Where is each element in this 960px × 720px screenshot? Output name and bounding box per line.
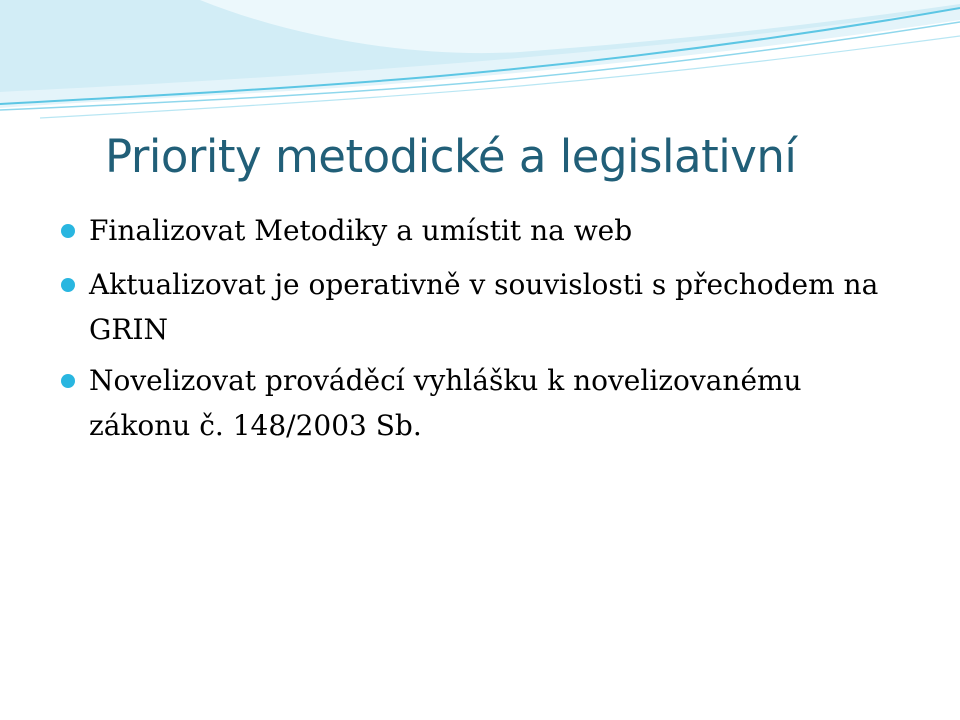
bullet-dot-icon bbox=[61, 374, 75, 388]
header-wave-decoration bbox=[0, 0, 960, 120]
bullet-dot-icon bbox=[61, 224, 75, 238]
bullet-text: Novelizovat prováděcí vyhlášku k novelizovanému zákonu č. 148/2003 Sb. bbox=[89, 364, 802, 442]
slide-title: Priority metodické a legislativní bbox=[105, 130, 797, 183]
bullet-list bbox=[60, 208, 910, 457]
bullet-item bbox=[60, 208, 910, 253]
bullet-text: Finalizovat Metodiky a umístit na web bbox=[89, 214, 633, 247]
bullet-item bbox=[60, 262, 910, 352]
bullet-item bbox=[60, 358, 910, 448]
bullet-text: Aktualizovat je operativně v souvislosti s přechodem na GRIN bbox=[89, 268, 879, 346]
bullet-dot-icon bbox=[61, 278, 75, 292]
